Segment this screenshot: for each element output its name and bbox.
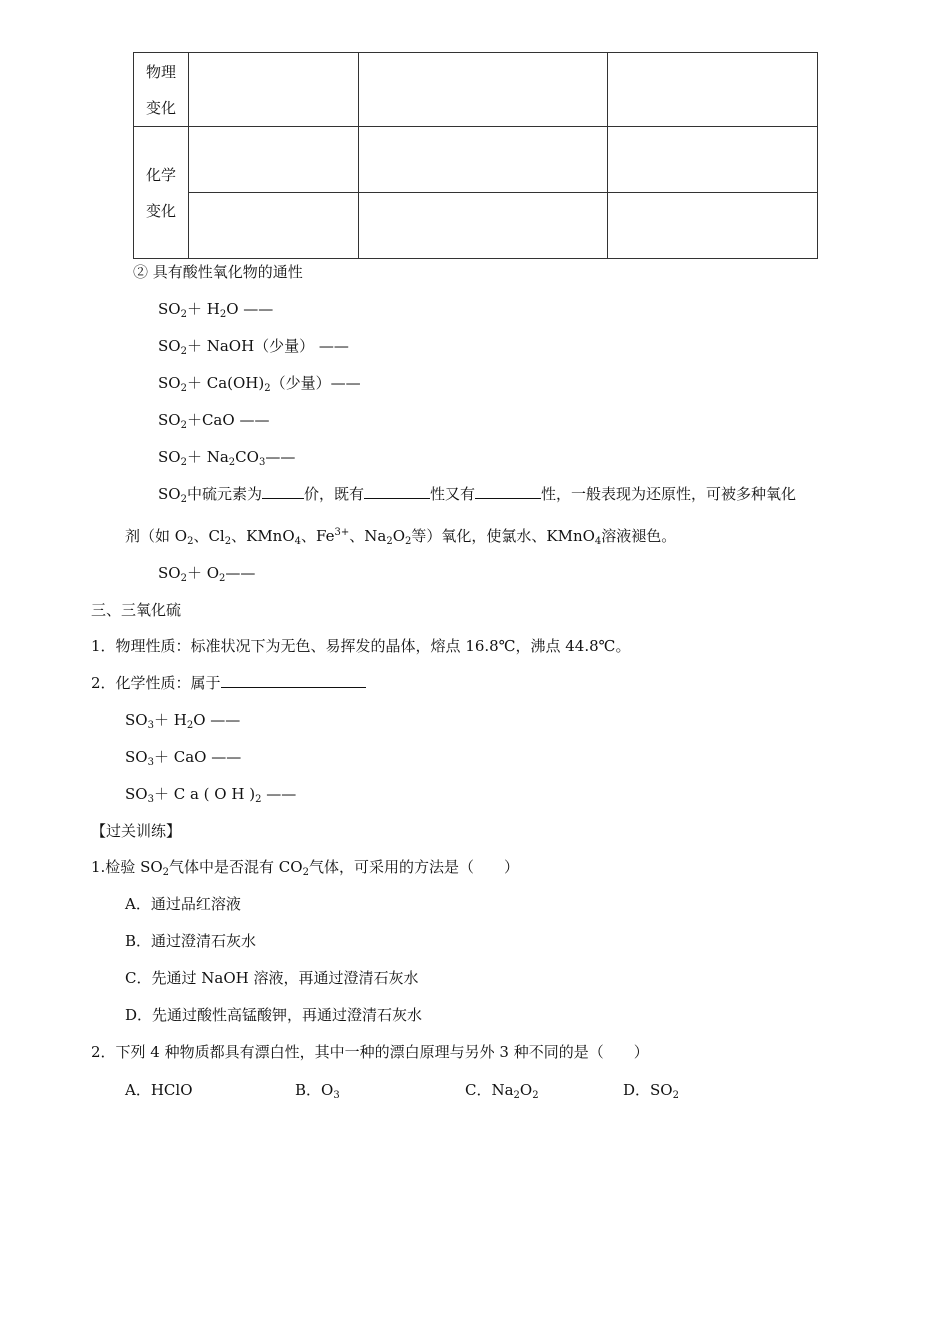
chemical-label-line1: 化学	[145, 165, 176, 184]
chemical-label-line2: 变化	[145, 201, 176, 220]
q1-option-a[interactable]: A．通过品红溶液	[125, 895, 241, 913]
table-cell	[608, 53, 818, 127]
table-cell	[189, 127, 359, 193]
equation-so2-o2: $SO_2+$ $O_2——$	[158, 564, 256, 584]
q1-option-b[interactable]: B．通过澄清石灰水	[125, 932, 257, 950]
table-cell	[359, 193, 608, 259]
section-so3-title: 三、三氧化硫	[91, 601, 182, 619]
q2-option-c[interactable]: C．$Na_2O_2$	[465, 1081, 539, 1101]
fill-blank[interactable]	[475, 484, 541, 499]
so3-chemical-properties: 2．化学性质：属于	[91, 673, 366, 693]
fill-blank[interactable]	[364, 484, 430, 499]
oxidizers-sentence: 剂（如 $O_2$、$Cl_2$、KMnO$_4$、$Fe^{3+}$、$Na_2O_2$等）氧化，使氯水、KMnO$_4$溶液褪色。	[125, 527, 677, 547]
question-2: 2．下列 4 种物质都具有漂白性，其中一种的漂白原理与另外 3 种不同的是（ ）	[91, 1043, 649, 1061]
row-header-chemical	[134, 127, 189, 259]
equation-so3-cao: $SO_3+$ CaO ——	[125, 748, 242, 768]
fill-blank[interactable]	[221, 673, 366, 688]
so3-physical-properties: 1．物理性质：标准状况下为无色、易挥发的晶体，熔点 16.8℃，沸点 44.8℃。	[91, 637, 631, 655]
physical-label-line1: 物理	[145, 62, 176, 81]
q2-option-d[interactable]: D．$SO_2$	[623, 1081, 679, 1101]
question-1: 1.检验 $SO_2$气体中是否混有 $CO_2$气体，可采用的方法是（ ）	[91, 858, 519, 878]
equation-so3-caoh2: $SO_3+ C$ a ( O H )$_2$ ——	[125, 785, 297, 805]
equation-so2-cao: $SO_2+CaO$ ——	[158, 411, 270, 431]
table-cell	[359, 127, 608, 193]
section-acidic-oxide-title: ② 具有酸性氧化物的通性	[133, 263, 303, 281]
table-cell	[608, 127, 818, 193]
table-cell	[189, 193, 359, 259]
property-table	[133, 52, 818, 259]
equation-so2-naoh: $SO_2+$ NaOH（少量） ——	[158, 337, 349, 357]
equation-so2-h2o: $SO_2+ H_2O$ ——	[158, 300, 274, 320]
fill-blank[interactable]	[262, 484, 304, 499]
physical-label-line2: 变化	[145, 98, 176, 117]
equation-so2-caoh2: $SO_2+ Ca(OH)_2$（少量）——	[158, 374, 361, 394]
table-cell	[359, 53, 608, 127]
training-title: 【过关训练】	[91, 822, 182, 840]
q1-option-c[interactable]: C．先通过 NaOH 溶液，再通过澄清石灰水	[125, 969, 419, 987]
q2-option-a[interactable]: A．HClO	[125, 1081, 193, 1099]
equation-so2-na2co3: $SO_2+$ $Na_2CO_3——$	[158, 448, 296, 468]
valence-question: $SO_2$中硫元素为 价，既有 性又有 性，一般表现为还原性，可被多种氧化	[158, 485, 797, 505]
q1-option-d[interactable]: D．先通过酸性高锰酸钾，再通过澄清石灰水	[125, 1006, 423, 1024]
equation-so3-h2o: $SO_3+ H_2O$ ——	[125, 711, 241, 731]
row-header-physical	[134, 53, 189, 127]
table-cell	[608, 193, 818, 259]
q2-option-b[interactable]: B．$O_3$	[295, 1081, 340, 1101]
table-cell	[189, 53, 359, 127]
